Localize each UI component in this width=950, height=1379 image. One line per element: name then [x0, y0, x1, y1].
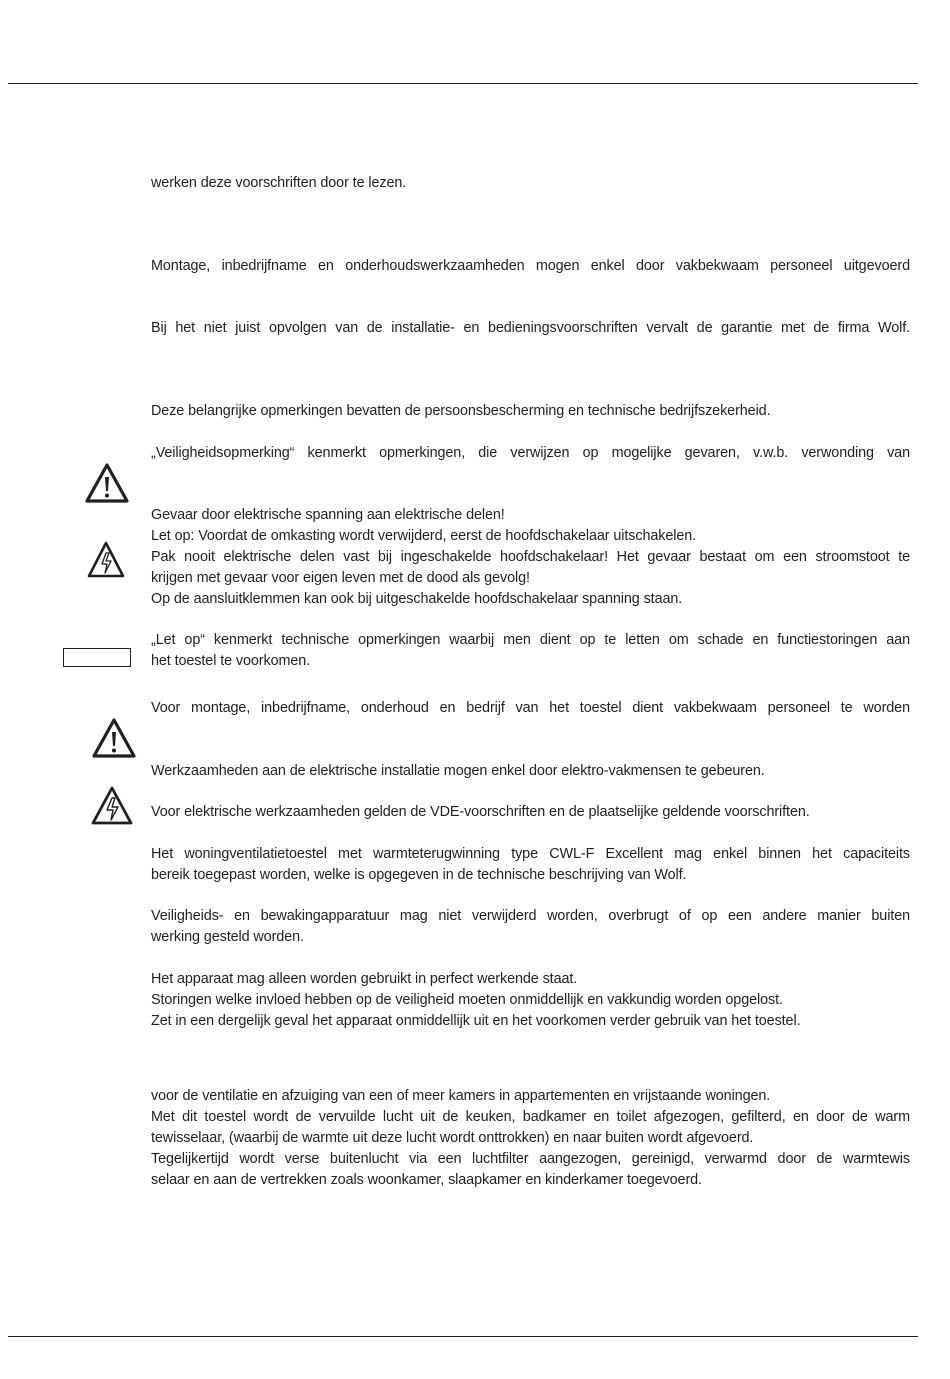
veiligheid-text: „Veiligheidsopmerking“ kenmerkt opmerkingen, die verwijzen op mogelijke gevaren, v.w.b. verwonding van: [151, 445, 910, 461]
werkzaamheden-text: Werkzaamheden aan de elektrische installatie mogen enkel door elektro-vakmensen te gebeuren.: [151, 763, 765, 779]
opmerkingen-text: Deze belangrijke opmerkingen bevatten de persoonsbescherming en technische bedrijfszekerheid.: [151, 403, 771, 419]
let-op-box: [63, 648, 131, 667]
gevaar-text: Gevaar door elektrische spanning aan elektrische delen! Let op: Voordat de omkasting wordt verwijderd, eerst de hoofdschakelaar uitschakelen. Pak nooit elektrische delen vast bij ingeschakelde hoofdschakelaar! Het gevaar bestaat om een stroomstoot te krijgen met gevaar voor eigen leven met de dood als gevolg! Op de aansluitklemmen kan ook bij uitgeschakelde hoofdschakelaar spanning staan.: [151, 507, 910, 607]
intro-text: werken deze voorschriften door te lezen.: [151, 175, 407, 191]
montage-text: Montage, inbedrijfname en onderhoudswerkzaamheden mogen enkel door vakbekwaam personeel uitgevoerd: [151, 258, 910, 274]
apparaat-text: Het apparaat mag alleen worden gebruikt in perfect werkende staat. Storingen welke invloed hebben op de veiligheid moeten onmiddellijk en vakkundig worden opgelost. Zet in een dergelijk geval het apparaat onmiddellijk uit en het voorkomen verder gebruik van het toestel.: [151, 971, 801, 1029]
garantie-text: Bij het niet juist opvolgen van de installatie- en bedieningsvoorschriften vervalt de garantie met de firma Wolf.: [151, 320, 910, 336]
bewaking-text: Veiligheids- en bewakingapparatuur mag niet verwijderd worden, overbrugt of op een andere manier buiten werking gesteld worden.: [151, 908, 910, 945]
header-rule: [8, 83, 918, 84]
ventilatie-text: voor de ventilatie en afzuiging van een of meer kamers in appartementen en vrijstaande woningen. Met dit toestel wordt de vervuilde lucht uit de keuken, badkamer en toilet afgezogen, gefilterd, en door de warm tewisselaar, (waarbij de warmte uit deze lucht wordt onttrokken) en naar buiten wordt afgevoerd. Tegelijkertijd wordt verse buitenlucht via een luchtfilter aangezogen, gereinigd, verwarmd door de warmtewis selaar en aan de vertrekken zoals woonkamer, slaapkamer en kinderkamer toegevoerd.: [151, 1088, 910, 1188]
vde-text: Voor elektrische werkzaamheden gelden de VDE-voorschriften en de plaatselijke geldende voorschriften.: [151, 804, 810, 820]
high-voltage-icon: [90, 785, 134, 827]
footer-rule: [8, 1336, 918, 1337]
letop-text: „Let op“ kenmerkt technische opmerkingen waarbij men dient op te letten om schade en functiestoringen aan het toestel te voorkomen.: [151, 632, 910, 669]
warning-triangle-icon: [91, 717, 137, 759]
cwl-text: Het woningventilatietoestel met warmteterugwinning type CWL-F Excellent mag enkel binnen het capaciteits bereik toegepast worden, welke is opgegeven in de technische beschrijving van Wolf.: [151, 846, 910, 883]
warning-triangle-icon: [84, 462, 130, 504]
voor-montage-text: Voor montage, inbedrijfname, onderhoud en bedrijf van het toestel dient vakbekwaam personeel te worden: [151, 700, 910, 716]
high-voltage-icon: [86, 540, 126, 580]
